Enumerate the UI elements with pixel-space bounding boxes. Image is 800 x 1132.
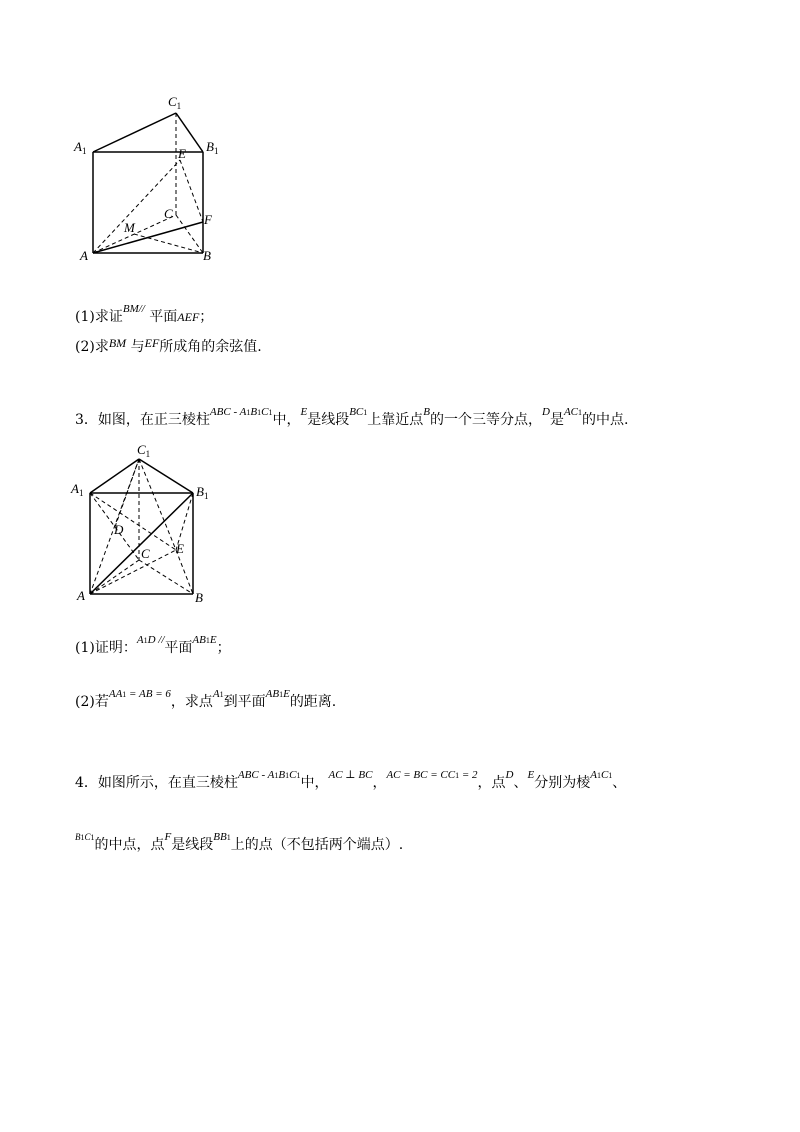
label-b: B bbox=[203, 248, 211, 263]
label-a: A bbox=[80, 248, 88, 263]
label-d: D bbox=[114, 522, 124, 537]
label-c: C bbox=[141, 546, 150, 561]
label-a1: $A_1$ bbox=[74, 139, 87, 156]
label-c1: $C_1$ bbox=[137, 442, 151, 459]
label-a1: $A_1$ bbox=[71, 481, 84, 498]
label-e: E bbox=[178, 146, 186, 161]
q4-stem-line2: $^{B1C1}$的中点，点$^F$是线段$^{BB1}$上的点（不包括两个端点）. bbox=[75, 831, 404, 853]
q4-stem-line1: 4．如图所示，在直三棱柱$^{ABC - A1B1C1}$中，$^{AC \perp BC}$，$^{AC = BC = CC1 = 2}$，点$^D$、$^E$分别为棱$^{A1C1}$、 bbox=[75, 769, 627, 791]
label-a: A bbox=[77, 588, 85, 603]
q3-part1: (1)证明：$^{A1D //}$平面$^{AB1E}$； bbox=[75, 634, 231, 656]
q2-part2: (2)求BM 与EF所成角的余弦值. bbox=[75, 336, 262, 355]
q3-part2: (2)若$^{AA1 = AB = 6}$，求点$^{A1}$到平面$^{AB1E}$的距离. bbox=[75, 688, 337, 710]
label-b: B bbox=[195, 590, 203, 605]
label-m: M bbox=[124, 220, 135, 235]
q2-part1: (1)求证$^{BM//}$ 平面AEF； bbox=[75, 303, 214, 325]
label-f: F bbox=[204, 212, 212, 227]
label-b1: $B_1$ bbox=[206, 139, 219, 156]
label-b1: $B_1$ bbox=[196, 484, 209, 501]
label-c: C bbox=[164, 206, 173, 221]
q3-stem: 3．如图，在正三棱柱$^{ABC - A1B1C1}$中，$^E$是线段$^{BC1}$上靠近点$^B$的一个三等分点，$^D$是$^{AC1}$的中点. bbox=[75, 406, 629, 428]
label-c1: $C_1$ bbox=[168, 94, 182, 111]
label-e: E bbox=[176, 541, 184, 556]
